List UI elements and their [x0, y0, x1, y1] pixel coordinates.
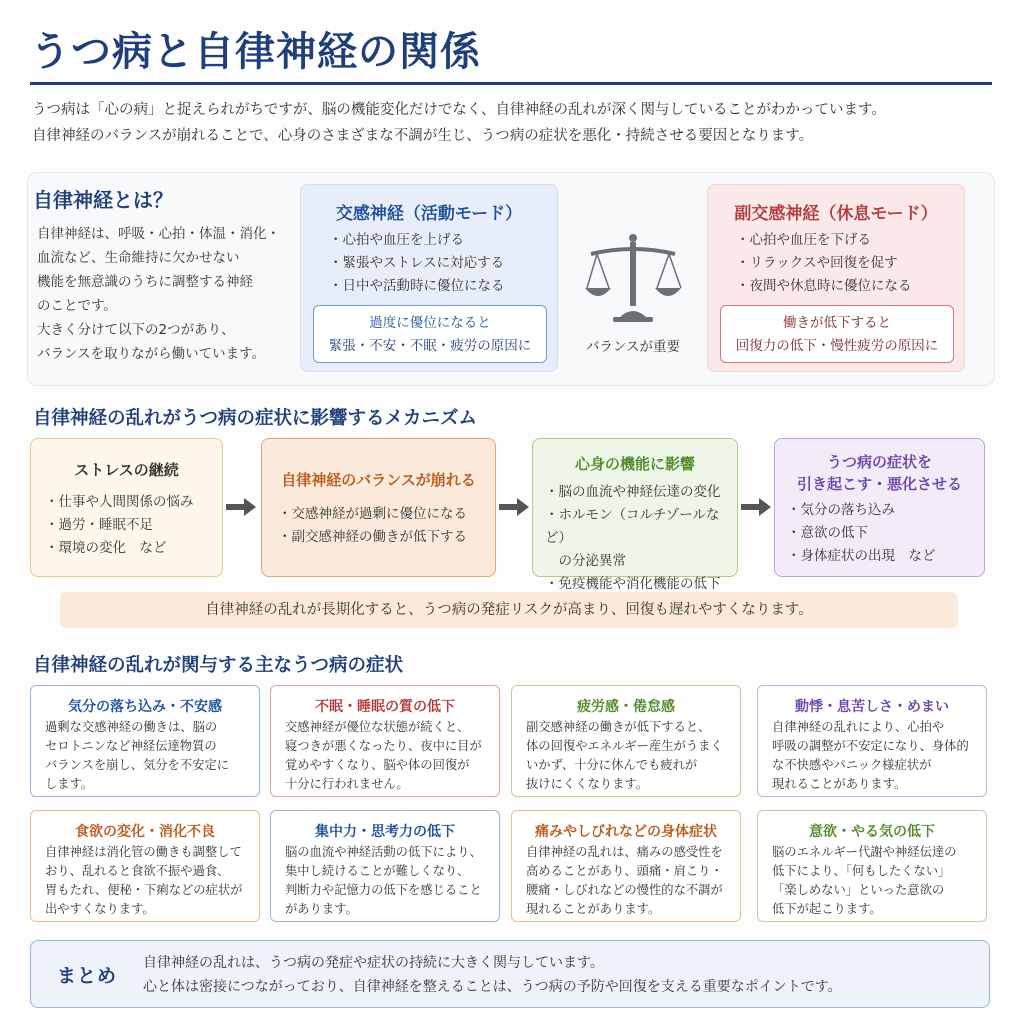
card-line: 過剰な交感神経の働きは、脳の — [45, 720, 218, 734]
sympathetic-warning — [313, 305, 547, 363]
description-line: 大きく分けて以下の2つがあり、 — [37, 322, 235, 338]
mechanism-heading: 自律神経の乱れがうつ病の症状に影響するメカニズム — [33, 408, 478, 429]
step-title-line: 引き起こす・悪化させる — [796, 475, 962, 493]
autonomic-description — [37, 222, 287, 366]
list-item: ・脳の血流や神経伝達の変化 — [545, 484, 721, 500]
balance-caption: バランスが重要 — [585, 339, 681, 355]
step-title — [775, 451, 984, 495]
card-line: 寝つきが悪くなったり、夜中に目が — [285, 739, 482, 753]
list-item: ・仕事や人間関係の悩み — [45, 494, 194, 510]
intro-text — [32, 97, 1007, 149]
card-body — [772, 718, 978, 794]
card-line: 集中し続けることが難しくなり、 — [285, 864, 470, 878]
card-line: 自律神経は消化管の働きも調整して — [45, 845, 242, 859]
list-item: ・夜間や休息時に優位になる — [736, 278, 912, 294]
description-line: 血流など、生命維持に欠かせない — [37, 250, 240, 266]
arrow-right-icon — [226, 497, 256, 517]
list-item: ・リラックスや回復を促す — [736, 255, 898, 271]
flow-step-stress — [30, 438, 223, 577]
card-line: 現れることがあります。 — [772, 777, 907, 791]
card-body — [772, 843, 978, 919]
arrow-right-icon — [499, 497, 529, 517]
list-item: ・過労・睡眠不足 — [45, 517, 153, 533]
summary-line: 心と体は密接につながっており、自律神経を整えることは、うつ病の予防や回復を支える重要なポイントです。 — [143, 979, 842, 995]
sympathetic-title: 交感神経（活動モード） — [335, 204, 523, 224]
parasympathetic-nerve-box — [707, 184, 965, 372]
parasympathetic-list — [736, 229, 912, 298]
card-body — [45, 843, 251, 919]
card-line: 自律神経の乱れにより、心拍や — [772, 720, 945, 734]
card-line: 十分に行われません。 — [285, 777, 409, 791]
step-title: 自律神経のバランスが崩れる — [281, 471, 476, 489]
card-body — [45, 718, 251, 794]
list-item: ・身体症状の出現 など — [787, 548, 936, 564]
list-item: ・心拍や血圧を下げる — [736, 232, 871, 248]
list-item: ・交感神経が過剰に優位になる — [278, 506, 467, 522]
card-line: おり、乱れると食欲不振や過食、 — [45, 864, 230, 878]
card-line: 低下が起こります。 — [772, 902, 882, 916]
sympathetic-nerve-box — [300, 184, 558, 372]
balance-scale-icon — [583, 228, 683, 328]
intro-line: 自律神経のバランスが崩れることで、心身のさまざまな不調が生じ、うつ病の症状を悪化・持続させる要因となります。 — [32, 128, 814, 144]
list-item: ・緊張やストレスに対応する — [329, 255, 505, 271]
list-item: ・免疫機能や消化機能の低下 — [545, 576, 721, 592]
card-body — [526, 843, 732, 919]
card-title: 動悸・息苦しさ・めまい — [795, 699, 949, 715]
symptom-card-concentration — [270, 810, 500, 922]
arrow-right-icon — [741, 497, 771, 517]
symptom-card-palpitation — [757, 685, 987, 797]
card-line: バランスを崩し、気分を不安定に — [45, 758, 230, 772]
description-line: バランスを取りながら働いています。 — [37, 346, 266, 362]
description-line: 機能を無意識のうちに調整する神経 — [37, 274, 253, 290]
symptom-card-pain — [511, 810, 741, 922]
card-title: 不眠・睡眠の質の低下 — [315, 699, 455, 715]
symptom-card-fatigue — [511, 685, 741, 797]
card-line: 胃もたれ、便秘・下痢などの症状が — [45, 883, 243, 897]
flow-step-imbalance — [261, 438, 496, 577]
flow-step-body-effect — [532, 438, 738, 592]
step-list — [278, 503, 467, 549]
description-line: 自律神経は、呼吸・心拍・体温・消化・ — [37, 226, 280, 242]
step-list — [787, 499, 936, 568]
flow-step-depression — [774, 438, 985, 577]
title-divider — [30, 82, 992, 85]
card-line: 出やすくなります。 — [45, 902, 155, 916]
card-line: 覚めやすくなり、脳や体の回復が — [285, 758, 470, 772]
card-line: 「楽しめない」といった意欲の — [772, 883, 945, 897]
card-line: 判断力や記憶力の低下を感じること — [285, 883, 482, 897]
card-line: 現れることがあります。 — [526, 902, 661, 916]
card-title: 痛みやしびれなどの身体症状 — [535, 824, 717, 840]
step-title-line: うつ病の症状を — [826, 453, 932, 471]
step-title: 心身の機能に影響 — [574, 455, 695, 473]
list-item: ・ホルモン（コルチゾールなど） — [545, 507, 720, 546]
card-title: 意欲・やる気の低下 — [809, 824, 935, 840]
card-title: 気分の落ち込み・不安感 — [68, 699, 222, 715]
card-line: 低下により、「何もしたくない」 — [772, 864, 951, 878]
card-line: セロトニンなど神経伝達物質の — [45, 739, 217, 753]
step-title: ストレスの継続 — [74, 461, 179, 479]
card-line: 脳のエネルギー代謝や神経伝達の — [772, 845, 957, 859]
parasympathetic-warning — [720, 305, 954, 363]
step-list — [545, 481, 737, 596]
symptom-card-sleep — [270, 685, 500, 797]
card-body — [285, 718, 491, 794]
card-line: 副交感神経の働きが低下すると、 — [526, 720, 711, 734]
list-item: ・環境の変化 など — [45, 540, 167, 556]
intro-line: うつ病は「心の病」と捉えられがちですが、脳の機能変化だけでなく、自律神経の乱れが深く関与していることがわかっています。 — [32, 102, 886, 118]
card-line: 交感神経が優位な状態が続くと、 — [285, 720, 470, 734]
warning-body: 回復力の低下・慢性疲労の原因に — [735, 338, 939, 354]
summary-heading: まとめ — [57, 965, 118, 987]
page-title: うつ病と自律神経の関係 — [30, 28, 481, 75]
autonomic-heading: 自律神経とは？ — [33, 188, 173, 212]
description-line: のことです。 — [37, 298, 117, 314]
summary-line: 自律神経の乱れは、うつ病の発症や症状の持続に大きく関与しています。 — [143, 955, 604, 971]
card-title: 食欲の変化・消化不良 — [75, 824, 215, 840]
card-title: 疲労感・倦怠感 — [577, 699, 675, 715]
list-item: ・副交感神経の働きが低下する — [278, 529, 467, 545]
card-title: 集中力・思考力の低下 — [315, 824, 455, 840]
card-line: 呼吸の調整が不安定になり、身体的 — [772, 739, 969, 753]
list-item: の分泌異常 — [545, 553, 626, 569]
card-line: 抜けにくくなります。 — [526, 777, 648, 791]
card-line: 自律神経の乱れは、痛みの感受性を — [526, 845, 723, 859]
warning-body: 緊張・不安・不眠・疲労の原因に — [328, 338, 532, 354]
list-item: ・日中や活動時に優位になる — [329, 278, 505, 294]
card-line: いかず、十分に休んでも疲れが — [526, 758, 698, 772]
card-line: 脳の血流や神経活動の低下により、 — [285, 845, 482, 859]
card-line: します。 — [45, 777, 94, 791]
card-body — [285, 843, 491, 919]
list-item: ・気分の落ち込み — [787, 502, 895, 518]
warning-head: 過度に優位になると — [369, 315, 491, 331]
sympathetic-list — [329, 229, 505, 298]
symptoms-heading: 自律神経の乱れが関与する主なうつ病の症状 — [33, 655, 404, 676]
card-line: 体の回復やエネルギー産生がうまく — [526, 739, 723, 753]
card-body — [526, 718, 732, 794]
card-line: 腰痛・しびれなどの慢性的な不調が — [526, 883, 723, 897]
card-line: 高めることがあり、頭痛・肩こり・ — [526, 864, 723, 878]
symptom-card-appetite — [30, 810, 260, 922]
list-item: ・意欲の低下 — [787, 525, 868, 541]
risk-banner: 自律神経の乱れが長期化すると、うつ病の発症リスクが高まり、回復も遅れやすくなります。 — [60, 592, 958, 628]
parasympathetic-title: 副交感神経（休息モード） — [734, 204, 938, 224]
card-line: があります。 — [285, 902, 358, 916]
step-list — [45, 491, 194, 560]
warning-head: 働きが低下すると — [783, 315, 891, 331]
card-line: な不快感やパニック様症状が — [772, 758, 932, 772]
list-item: ・心拍や血圧を上げる — [329, 232, 464, 248]
symptom-card-mood — [30, 685, 260, 797]
symptom-card-motivation — [757, 810, 987, 922]
summary-box — [30, 940, 990, 1008]
summary-body — [143, 951, 842, 999]
